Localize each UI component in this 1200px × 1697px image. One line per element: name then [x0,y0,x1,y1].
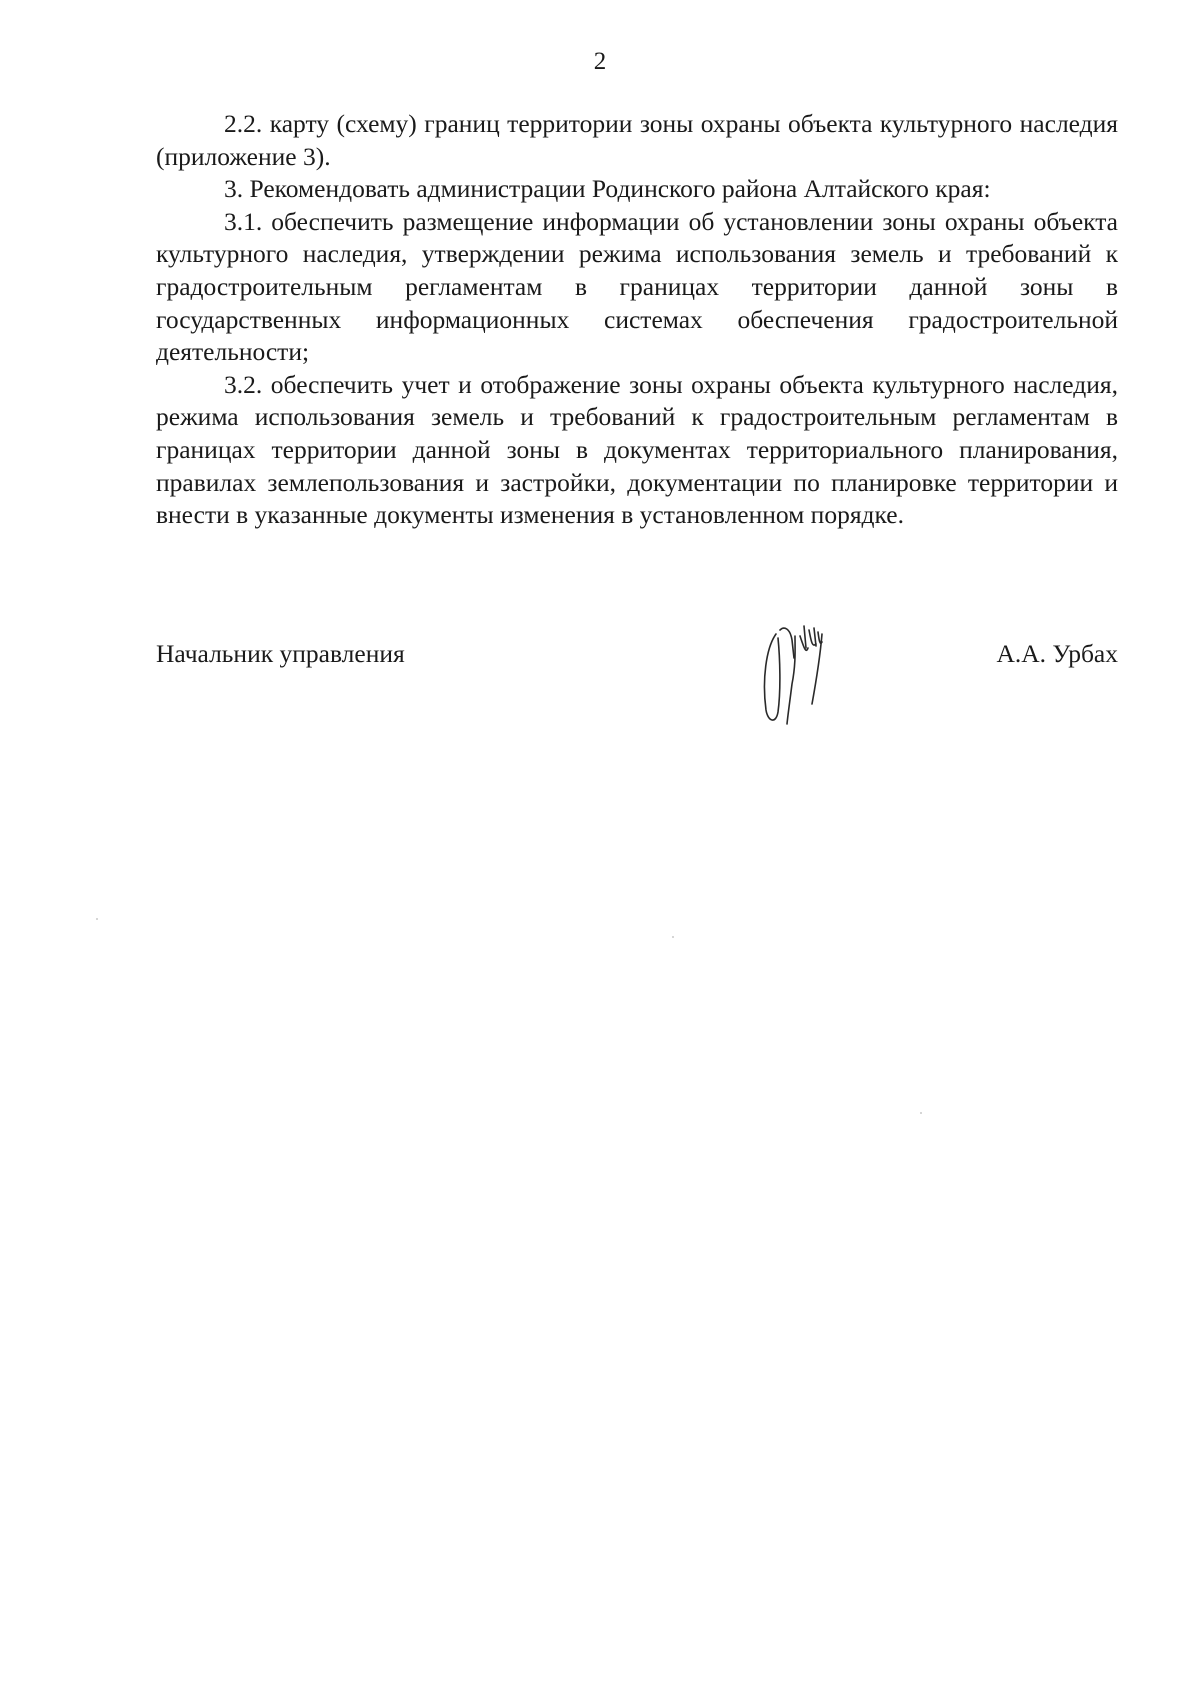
scan-speck [672,936,674,938]
paragraph-2-2: 2.2. карту (схему) границ территории зоны охраны объекта культурного наследия (приложение 3). [156,109,1118,171]
paragraph-3-2: 3.2. обеспечить учет и отображение зоны охраны объекта культурного наследия, режима использования земель и требований к градостроительным регламентам в границах территории данной зоны в документах территориального планирования, правилах землепользования и застройки, документации по планировке территории и внести в указанные документы изменения в установленном порядке. [156,369,1118,530]
signature-block [156,618,1118,738]
scan-speck [96,918,98,920]
paragraph-3: 3. Рекомендовать администрации Родинского района Алтайского края: [224,174,991,204]
signatory-name: А.А. Урбах [996,639,1118,668]
handwritten-signature-icon [754,618,854,738]
signatory-position: Начальник управления [156,639,405,668]
page-number: 2 [593,48,607,75]
paragraph-3-1: 3.1. обеспечить размещение информации об установлении зоны охраны объекта культурного наследия, утверждении режима использования земель и требований к градостроительным регламентам в границах территории данной зоны в государственных информационных системах обеспечения градостроительной деятельности; [156,206,1118,367]
scan-speck [920,1112,922,1114]
document-body [156,108,1118,532]
